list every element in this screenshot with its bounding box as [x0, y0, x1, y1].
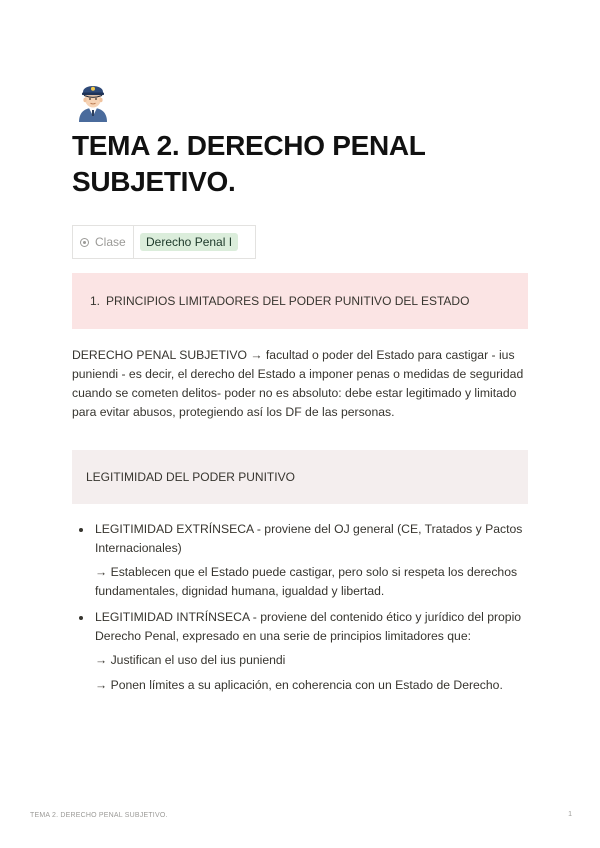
- page-number: 1: [568, 811, 572, 818]
- property-key-label: Clase: [95, 235, 126, 249]
- list-item: [72, 520, 528, 600]
- section-heading-text: PRINCIPIOS LIMITADORES DEL PODER PUNITIVO DEL ESTADO: [106, 294, 470, 308]
- bullet-list: [72, 520, 528, 694]
- body-paragraph: DERECHO PENAL SUBJETIVO → facultad o poder del Estado para castigar - ius puniendi - es decir, el derecho del Estado a imponer penas o medidas de seguridad cuando se cometen delitos- poder no es absoluto: debe estar legitimado y limitado para evitar abusos, protegiendo así los DF de las personas.: [72, 348, 524, 419]
- list-item-text: LEGITIMIDAD EXTRÍNSECA - proviene del OJ general (CE, Tratados y Pactos Internacionales): [95, 522, 523, 555]
- list-item-subtext: → Ponen límites a su aplicación, en coherencia con un Estado de Derecho.: [95, 677, 503, 692]
- footer-title: TEMA 2. DERECHO PENAL SUBJETIVO.: [30, 812, 168, 819]
- list-item-subtext: → Justifican el uso del ius puniendi: [95, 653, 286, 667]
- bullet-icon: [79, 616, 83, 620]
- property-value[interactable]: [134, 226, 244, 258]
- property-key: [73, 226, 134, 258]
- bullet-icon: [79, 528, 83, 532]
- police-officer-icon: [75, 80, 111, 122]
- radio-icon: [80, 238, 89, 247]
- list-item-subtext: → Establecen que el Estado puede castigar, pero solo si respeta los derechos fundamentales, dignidad humana, igualdad y libertad.: [95, 565, 518, 598]
- class-tag[interactable]: Derecho Penal I: [140, 233, 238, 251]
- list-item: [72, 608, 528, 694]
- list-item-text: LEGITIMIDAD INTRÍNSECA - proviene del contenido ético y jurídico del propio Derecho Penal, expresado en una serie de principios limitadores que:: [95, 610, 522, 643]
- subsection-callout: [72, 450, 528, 504]
- section-heading-callout: [72, 273, 528, 329]
- page-title: TEMA 2. DERECHO PENAL SUBJETIVO.: [72, 130, 426, 197]
- subsection-heading-text: LEGITIMIDAD DEL PODER PUNITIVO: [86, 470, 295, 484]
- section-number: 1.: [90, 294, 101, 308]
- property-row[interactable]: [72, 225, 256, 259]
